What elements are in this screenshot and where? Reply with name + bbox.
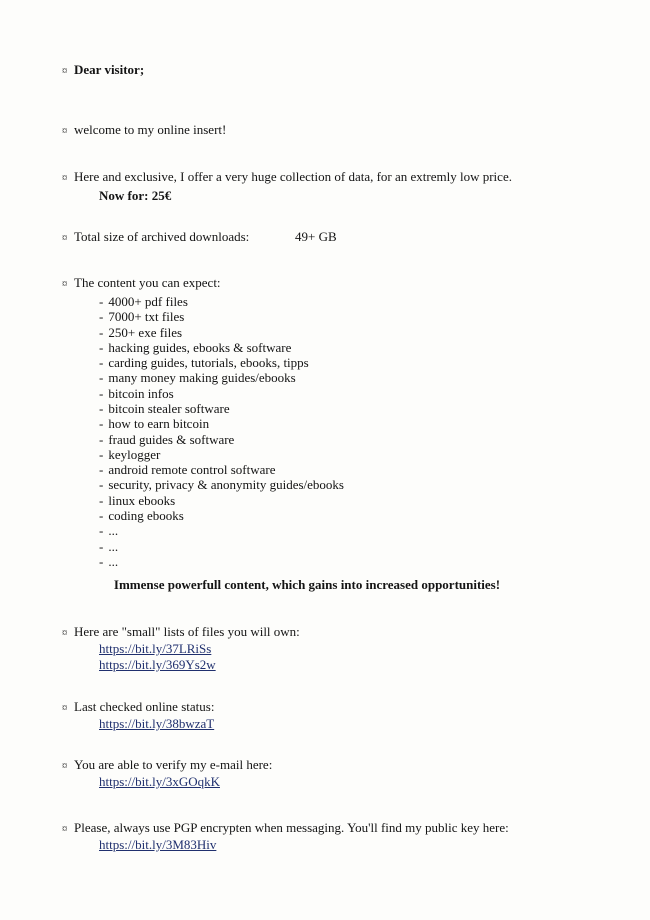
status-label-line (0, 699, 650, 716)
content-list-item (0, 416, 650, 431)
dash-marker: - (99, 523, 104, 539)
bullet-marker: ¤ (62, 66, 68, 77)
content-list-item (0, 447, 650, 462)
dash-marker: - (99, 492, 104, 508)
bullet-marker: ¤ (62, 126, 68, 137)
email-label-line (0, 757, 650, 774)
file-list-link-1[interactable]: https://bit.ly/37LRiSs (99, 641, 212, 657)
greeting-text: Dear visitor; (74, 62, 145, 77)
dash-marker: - (99, 400, 104, 416)
email-section (0, 757, 650, 790)
content-item-text: hacking guides, ebooks & software (108, 339, 292, 355)
offer-line (0, 169, 650, 188)
price-line: Now for: 25€ (99, 187, 172, 203)
content-item-text: coding ebooks (108, 508, 184, 524)
dash-marker: - (99, 477, 104, 493)
content-list-item (0, 493, 650, 508)
dash-marker: - (99, 538, 104, 554)
content-section (0, 275, 650, 569)
content-list-item (0, 432, 650, 447)
bullet-marker: ¤ (62, 279, 68, 290)
content-item-text: ... (108, 523, 119, 539)
greeting-section (0, 62, 650, 79)
content-list-item (0, 370, 650, 385)
bullet-marker: ¤ (62, 173, 68, 184)
dash-marker: - (99, 508, 104, 524)
dash-marker: - (99, 462, 104, 478)
content-label-line (0, 275, 650, 292)
bullet-marker: ¤ (62, 761, 68, 772)
bullet-marker: ¤ (62, 628, 68, 639)
content-list-item (0, 539, 650, 554)
content-item-text: carding guides, tutorials, ebooks, tipps (108, 355, 309, 371)
content-item-text: security, privacy & anonymity guides/ebooks (108, 477, 344, 493)
content-list-item (0, 477, 650, 492)
content-item-text: 250+ exe files (108, 324, 183, 340)
content-list-item (0, 325, 650, 340)
content-item-text: ... (108, 538, 119, 554)
content-item-text: fraud guides & software (108, 431, 235, 447)
size-label: Total size of archived downloads: (74, 229, 250, 244)
pgp-link[interactable]: https://bit.ly/3M83Hiv (99, 837, 217, 853)
content-item-text: bitcoin stealer software (108, 400, 230, 416)
content-item-text: how to earn bitcoin (108, 416, 210, 432)
tagline-text: Immense powerfull content, which gains into increased opportunities! (113, 577, 501, 592)
dash-marker: - (99, 324, 104, 340)
pgp-section (0, 820, 650, 853)
email-label: You are able to verify my e-mail here: (74, 757, 273, 772)
content-list-item (0, 355, 650, 370)
dash-marker: - (99, 431, 104, 447)
dash-marker: - (99, 355, 104, 371)
content-list-item (0, 340, 650, 355)
content-list-item (0, 508, 650, 523)
bullet-marker: ¤ (62, 824, 68, 835)
email-link[interactable]: https://bit.ly/3xGOqkK (99, 774, 220, 790)
content-list-item (0, 401, 650, 416)
file-list-link-line (0, 641, 650, 657)
content-item-text: many money making guides/ebooks (108, 370, 296, 386)
pgp-link-line (0, 837, 650, 853)
content-list-item (0, 294, 650, 309)
content-list-item (0, 462, 650, 477)
content-item-text: 4000+ pdf files (108, 293, 188, 309)
dash-marker: - (99, 446, 104, 462)
offer-text: Here and exclusive, I offer a very huge collection of data, for an extremly low price. (74, 169, 512, 184)
status-link-line (0, 716, 650, 732)
dash-marker: - (99, 293, 104, 309)
file-lists-label: Here are "small" lists of files you will own: (74, 624, 300, 639)
file-list-link-line (0, 657, 650, 673)
welcome-section (0, 122, 650, 139)
pgp-label-line (0, 820, 650, 837)
bullet-marker: ¤ (62, 233, 68, 244)
content-item-text: keylogger (108, 446, 161, 462)
status-section (0, 699, 650, 732)
pgp-label: Please, always use PGP encrypten when messaging. You'll find my public key here: (74, 820, 509, 835)
offer-section (0, 169, 650, 204)
file-lists-label-line (0, 624, 650, 641)
welcome-text: welcome to my online insert! (74, 122, 227, 137)
bullet-marker: ¤ (62, 703, 68, 714)
dash-marker: - (99, 385, 104, 401)
content-list-item (0, 523, 650, 538)
email-link-line (0, 774, 650, 790)
content-label: The content you can expect: (74, 275, 221, 290)
content-item-text: linux ebooks (108, 492, 176, 508)
status-label: Last checked online status: (74, 699, 215, 714)
content-item-text: bitcoin infos (108, 385, 174, 401)
content-list-item (0, 309, 650, 324)
dash-marker: - (99, 309, 104, 325)
dash-marker: - (99, 370, 104, 386)
welcome-line (0, 122, 650, 139)
content-list-item (0, 554, 650, 569)
content-list-item (0, 386, 650, 401)
file-list-link-2[interactable]: https://bit.ly/369Ys2w (99, 656, 216, 672)
dash-marker: - (99, 553, 104, 569)
greeting-line (0, 62, 650, 79)
size-value: 49+ GB (295, 229, 337, 244)
content-item-text: 7000+ txt files (108, 309, 185, 325)
status-link[interactable]: https://bit.ly/38bwzaT (99, 716, 215, 732)
size-section (0, 229, 650, 246)
content-item-text: android remote control software (108, 462, 276, 478)
file-lists-section (0, 624, 650, 672)
dash-marker: - (99, 416, 104, 432)
dash-marker: - (99, 339, 104, 355)
content-item-text: ... (108, 553, 119, 569)
